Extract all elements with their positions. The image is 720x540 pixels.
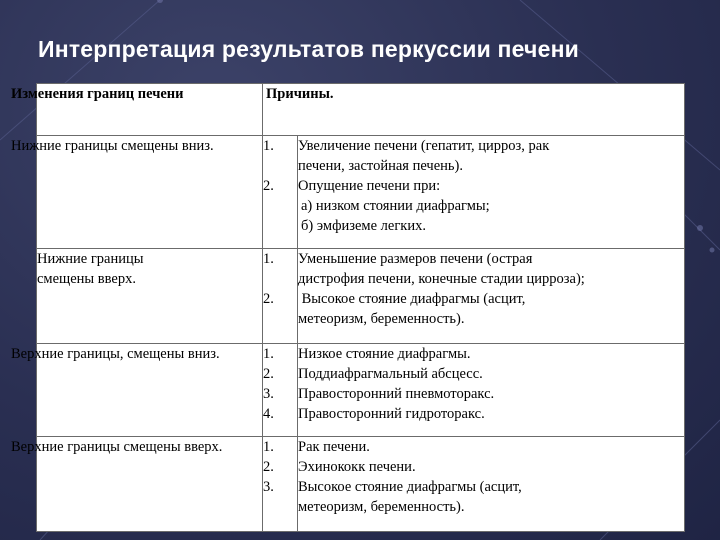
table-row (37, 136, 685, 249)
table-row (37, 437, 685, 532)
row-change-label: Верхние границы смещены вверх. (37, 437, 263, 532)
header-causes (263, 84, 685, 136)
row-change-label: Нижние границы смещены вниз. (37, 136, 263, 249)
row-numbers: 1. 2. 3. 4. (263, 344, 298, 437)
row-numbers: 1. 2. (263, 249, 298, 344)
row-causes: Рак печени. Эхинококк печени. Высокое стояние диафрагмы (асцит, метеоризм, беременность). (298, 437, 685, 532)
header-causes-label: Причины. (266, 86, 334, 102)
header-changes: Изменения границ печени (37, 84, 263, 136)
table-row (37, 249, 685, 344)
table-header-row (37, 84, 685, 136)
table-row (37, 344, 685, 437)
row-causes: Увеличение печени (гепатит, цирроз, рак печени, застойная печень). Опущение печени при: а) низком стоянии диафрагмы; б) эмфиземе легких. (298, 136, 685, 249)
row-causes: Низкое стояние диафрагмы. Поддиафрагмальный абсцесс. Правосторонний пневмоторакс. Правосторонний гидроторакс. (298, 344, 685, 437)
slide-title: Интерпретация результатов перкуссии печени (38, 36, 580, 62)
row-change-label: Верхние границы, смещены вниз. (37, 344, 263, 437)
percussion-table (11, 83, 685, 532)
row-causes: Уменьшение размеров печени (острая дистрофия печени, конечные стадии цирроза); Высокое стояние диафрагмы (асцит, метеоризм, беременность). (298, 249, 685, 344)
row-change-label: Нижние границы смещены вверх. (37, 249, 263, 344)
row-numbers: 1. 2. (263, 136, 298, 249)
row-numbers: 1. 2. 3. (263, 437, 298, 532)
